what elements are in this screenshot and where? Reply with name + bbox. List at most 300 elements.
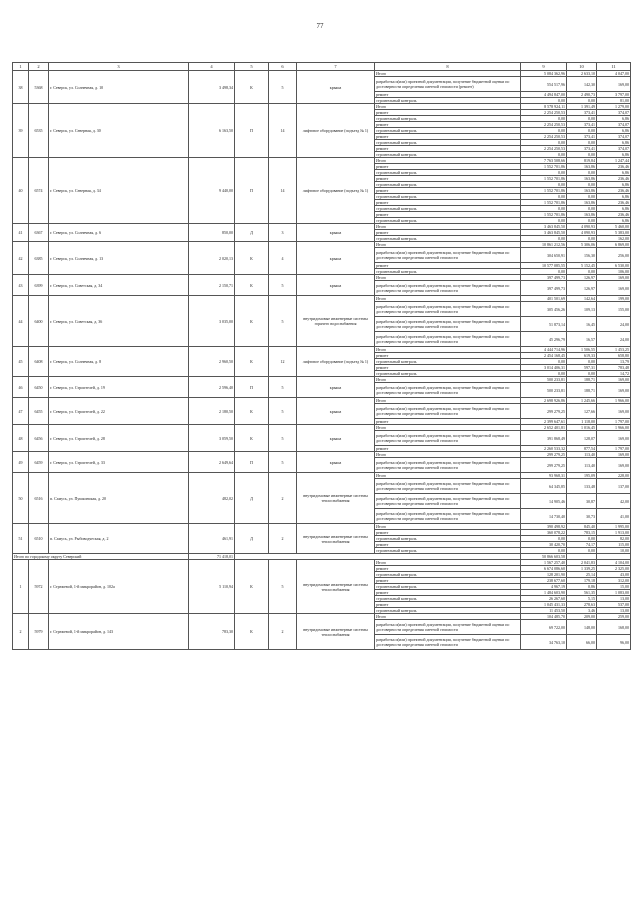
line-unit-cost: 619,33 xyxy=(567,353,597,359)
row-number: 47 xyxy=(13,398,29,425)
line-unit-cost: 25,14 xyxy=(567,572,597,578)
line-max-cost: 42,00 xyxy=(597,494,631,509)
line-description: ремонт xyxy=(375,176,521,182)
line-max-cost: 15,00 xyxy=(597,584,631,590)
line-description: Итого xyxy=(375,71,521,77)
house-area: 2 960,50 xyxy=(189,347,235,377)
house-area: 2 649,64 xyxy=(189,452,235,473)
line-cost: 299 279,25 xyxy=(521,458,567,473)
row-number: 42 xyxy=(13,242,29,275)
floor-count: 5 xyxy=(269,452,297,473)
line-cost: 11 453,50 xyxy=(521,608,567,614)
house-address: г. Северск, ул. Солнечная, д. 6 xyxy=(49,224,189,242)
house-code: 6408 xyxy=(29,347,49,377)
wall-material: П xyxy=(235,158,269,224)
floor-count: 5 xyxy=(269,377,297,398)
line-unit-cost: 163,86 xyxy=(567,176,597,182)
line-unit-cost: 30,87 xyxy=(567,494,597,509)
line-cost: 0,00 xyxy=(521,98,567,104)
line-cost: 299 279,25 xyxy=(521,452,567,458)
line-description: строительный контроль xyxy=(375,140,521,146)
line-description: разработка и(или) проектной документации, получение бюджетной оценки по достоверности определения сметной стоимости xyxy=(375,302,521,317)
line-max-cost: 1 966,00 xyxy=(597,398,631,404)
line-unit-cost: 179,18 xyxy=(567,578,597,584)
line-cost: 8 578 924,11 xyxy=(521,104,567,110)
house-area: 5 110,94 xyxy=(189,560,235,614)
line-description: разработка и(или) проектной документации, получение бюджетной оценки по достоверности определения сметной стоимости xyxy=(375,458,521,473)
line-description: Итого xyxy=(375,560,521,566)
row-number: 38 xyxy=(13,71,29,104)
line-max-cost: 6,86 xyxy=(597,170,631,176)
line-cost: 0,00 xyxy=(521,359,567,365)
line-description: разработка и(или) проектной документации, получение бюджетной оценки по достоверности определения сметной стоимости xyxy=(375,635,521,650)
line-unit-cost: 1 016,45 xyxy=(567,425,597,431)
line-unit-cost: 163,86 xyxy=(567,188,597,194)
line-description: Итого xyxy=(375,473,521,479)
line-max-cost: 374,07 xyxy=(597,110,631,116)
line-cost: 0,00 xyxy=(521,152,567,158)
line-unit-cost: 1 245,66 xyxy=(567,398,597,404)
wall-material: К xyxy=(235,275,269,296)
line-cost: 3 463 845,50 xyxy=(521,224,567,230)
line-description: строительный контроль xyxy=(375,608,521,614)
floor-count: 14 xyxy=(269,158,297,224)
line-description: Итого xyxy=(375,425,521,431)
line-unit-cost: 128,07 xyxy=(567,431,597,446)
line-unit-cost: 5 306,06 xyxy=(567,242,597,248)
floor-count: 5 xyxy=(269,425,297,452)
floor-count: 5 xyxy=(269,560,297,614)
line-description: ремонт xyxy=(375,122,521,128)
line-unit-cost: 0,86 xyxy=(567,584,597,590)
column-number: 8 xyxy=(375,63,521,71)
line-description: разработка и(или) проектной документации, получение бюджетной оценки по достоверности определения сметной стоимости (ремонт) xyxy=(375,77,521,92)
wall-material: К xyxy=(235,296,269,347)
house-address: г. Северск, ул. Советская, д. 36 xyxy=(49,296,189,347)
line-max-cost: 96,00 xyxy=(597,635,631,650)
row-number: 50 xyxy=(13,473,29,524)
house-area: 2 180,50 xyxy=(189,398,235,425)
line-unit-cost: 877,54 xyxy=(567,446,597,452)
line-unit-cost: 2 041,83 xyxy=(567,560,597,566)
line-description: строительный контроль xyxy=(375,152,521,158)
line-cost: 0,00 xyxy=(521,128,567,134)
line-description: ремонт xyxy=(375,590,521,596)
house-area: 2 150,71 xyxy=(189,275,235,296)
line-description: ремонт xyxy=(375,446,521,452)
wall-material: П xyxy=(235,452,269,473)
house-address: г. Северск, ул. Солнечная, д. 8 xyxy=(49,347,189,377)
line-unit-cost: 0,00 xyxy=(567,371,597,377)
wall-material: П xyxy=(235,104,269,158)
line-description: ремонт xyxy=(375,419,521,425)
work-type: крыша xyxy=(297,275,375,296)
line-description: строительный контроль xyxy=(375,269,521,275)
line-cost: 2 652 401,81 xyxy=(521,425,567,431)
line-unit-cost: 113,40 xyxy=(567,452,597,458)
line-unit-cost: 0,00 xyxy=(567,170,597,176)
wall-material: К xyxy=(235,614,269,650)
line-description: ремонт xyxy=(375,602,521,608)
line-description: Итого xyxy=(375,524,521,530)
work-type: внутридомовые инженерные системы теплоснабжения xyxy=(297,560,375,614)
row-number: 46 xyxy=(13,377,29,398)
line-max-cost: 169,00 xyxy=(597,404,631,419)
line-cost: 305 456,26 xyxy=(521,302,567,317)
line-description: разработка и(или) проектной документации, получение бюджетной оценки по достоверности определения сметной стоимости xyxy=(375,494,521,509)
floor-count: 3 xyxy=(269,224,297,242)
column-number: 10 xyxy=(567,63,597,71)
line-description: строительный контроль xyxy=(375,596,521,602)
line-max-cost: 1 966,00 xyxy=(597,425,631,431)
line-max-cost: 6,86 xyxy=(597,206,631,212)
line-max-cost: 1 995,00 xyxy=(597,524,631,530)
row-number: 43 xyxy=(13,275,29,296)
line-cost: 390 498,92 xyxy=(521,524,567,530)
line-unit-cost: 0,00 xyxy=(567,182,597,188)
line-max-cost: 24,00 xyxy=(597,332,631,347)
line-max-cost: 155,00 xyxy=(597,302,631,317)
house-area: 482,02 xyxy=(189,473,235,524)
house-code: 5979 xyxy=(29,614,49,650)
line-cost: 0,00 xyxy=(521,182,567,188)
floor-count: 14 xyxy=(269,104,297,158)
line-cost: 3 463 845,50 xyxy=(521,230,567,236)
line-max-cost: 6,86 xyxy=(597,116,631,122)
line-cost: 360 078,22 xyxy=(521,530,567,536)
line-cost: 0,00 xyxy=(521,371,567,377)
line-description: строительный контроль xyxy=(375,98,521,104)
line-description: ремонт xyxy=(375,263,521,269)
line-cost: 304 650,91 xyxy=(521,248,567,263)
line-cost: 128 201,90 xyxy=(521,572,567,578)
line-unit-cost: 0,00 xyxy=(567,194,597,200)
house-address: г. Северск, ул. Солнечная, д. 13 xyxy=(49,242,189,275)
line-max-cost: 1 913,00 xyxy=(597,530,631,536)
row-number: 45 xyxy=(13,347,29,377)
line-max-cost: 13,00 xyxy=(597,608,631,614)
line-cost: 500 233,81 xyxy=(521,383,567,398)
work-type: крыша xyxy=(297,71,375,104)
line-description: ремонт xyxy=(375,164,521,170)
line-cost: 1 552 701,86 xyxy=(521,176,567,182)
line-unit-cost: 0,00 xyxy=(567,140,597,146)
line-unit-cost: 74,17 xyxy=(567,542,597,548)
floor-count: 2 xyxy=(269,524,297,554)
house-code: 6399 xyxy=(29,275,49,296)
line-description: Итого xyxy=(375,224,521,230)
line-unit-cost: 0,00 xyxy=(567,536,597,542)
line-cost: 30 420,70 xyxy=(521,542,567,548)
row-number: 1 xyxy=(13,560,29,614)
line-max-cost: 6,86 xyxy=(597,218,631,224)
wall-material: К xyxy=(235,242,269,275)
line-description: ремонт xyxy=(375,110,521,116)
house-address: г. Северск, ул. Строителей, д. 28 xyxy=(49,425,189,452)
line-max-cost: 199,00 xyxy=(597,296,631,302)
line-cost: 0,00 xyxy=(521,116,567,122)
line-max-cost: 236,46 xyxy=(597,176,631,182)
line-description: Итого xyxy=(375,377,521,383)
line-max-cost: 1 083,00 xyxy=(597,590,631,596)
line-unit-cost: 30,73 xyxy=(567,509,597,524)
row-number: 2 xyxy=(13,614,29,650)
line-cost: 397 499,73 xyxy=(521,281,567,296)
line-cost: 7 763 508,66 xyxy=(521,158,567,164)
line-max-cost: 6,86 xyxy=(597,140,631,146)
floor-count: 12 xyxy=(269,347,297,377)
floor-count: 5 xyxy=(269,71,297,104)
line-unit-cost: 109,13 xyxy=(567,302,597,317)
line-max-cost: 14,72 xyxy=(597,371,631,377)
house-address: г. Стрежевой, 1-й микрорайон, д. 102а xyxy=(49,560,189,614)
line-description: разработка и(или) проектной документации, получение бюджетной оценки по достоверности определения сметной стоимости xyxy=(375,332,521,347)
line-cost: 93 968,31 xyxy=(521,473,567,479)
work-type: лифтовое оборудование (подъезд № 1) xyxy=(297,347,375,377)
line-max-cost: 24,00 xyxy=(597,317,631,332)
wall-material: К xyxy=(235,347,269,377)
work-type: внутридомовые инженерные системы теплоснабжения xyxy=(297,473,375,524)
column-number: 7 xyxy=(297,63,375,71)
line-unit-cost: 0,00 xyxy=(567,206,597,212)
line-unit-cost: 1 391,49 xyxy=(567,104,597,110)
line-unit-cost: 0,00 xyxy=(567,269,597,275)
line-description: разработка и(или) проектной документации, получение бюджетной оценки по достоверности определения сметной стоимости xyxy=(375,281,521,296)
work-type: крыша xyxy=(297,452,375,473)
line-unit-cost: 1 339,25 xyxy=(567,566,597,572)
line-unit-cost: 163,86 xyxy=(567,212,597,218)
column-number: 1 xyxy=(13,63,29,71)
line-max-cost: 3 797,00 xyxy=(597,92,631,98)
line-max-cost: 6 869,00 xyxy=(597,242,631,248)
house-address: г. Северск, ул. Северная, д. 30 xyxy=(49,104,189,158)
line-description: ремонт xyxy=(375,200,521,206)
line-cost: 14 905,46 xyxy=(521,494,567,509)
line-unit-cost: 1 118,00 xyxy=(567,419,597,425)
line-description: строительный контроль xyxy=(375,170,521,176)
line-max-cost: 6,86 xyxy=(597,194,631,200)
line-unit-cost: 5 152,45 xyxy=(567,263,597,269)
line-unit-cost: 561,35 xyxy=(567,590,597,596)
line-unit-cost: 163,86 xyxy=(567,200,597,206)
line-max-cost: 658,80 xyxy=(597,353,631,359)
house-address: п. Самусь, ул. Пушкинская, д. 20 xyxy=(49,473,189,524)
line-description: строительный контроль xyxy=(375,236,521,242)
line-unit-cost: 16,57 xyxy=(567,332,597,347)
row-number: 40 xyxy=(13,158,29,224)
line-cost: 64 345,85 xyxy=(521,479,567,494)
house-area: 461,91 xyxy=(189,524,235,554)
line-max-cost: 1 797,00 xyxy=(597,419,631,425)
district-total-cost: 50 866 603,58 xyxy=(521,554,567,560)
wall-material: П xyxy=(235,377,269,398)
line-max-cost: 6,86 xyxy=(597,128,631,134)
line-cost: 0,00 xyxy=(521,140,567,146)
line-description: строительный контроль xyxy=(375,128,521,134)
line-unit-cost: 156,30 xyxy=(567,248,597,263)
line-unit-cost: 3,46 xyxy=(567,608,597,614)
line-max-cost: 169,00 xyxy=(597,377,631,383)
work-type: лифтовое оборудование (подъезд № 1) xyxy=(297,104,375,158)
line-unit-cost: 0,00 xyxy=(567,548,597,554)
column-number: 3 xyxy=(49,63,189,71)
line-unit-cost: 0,00 xyxy=(567,236,597,242)
line-max-cost: 236,46 xyxy=(597,212,631,218)
line-description: Итого xyxy=(375,104,521,110)
line-cost: 401 501,69 xyxy=(521,296,567,302)
line-cost: 1 567 257,40 xyxy=(521,560,567,566)
line-unit-cost: 1 506,55 xyxy=(567,347,597,353)
line-cost: 3 014 406,31 xyxy=(521,365,567,371)
line-unit-cost: 163,86 xyxy=(567,164,597,170)
line-cost: 4 494 847,00 xyxy=(521,92,567,98)
wall-material: К xyxy=(235,71,269,104)
line-description: ремонт xyxy=(375,188,521,194)
line-cost: 0,00 xyxy=(521,170,567,176)
line-description: разработка и(или) проектной документации, получение бюджетной оценки по достоверности определения сметной стоимости xyxy=(375,248,521,263)
line-description: строительный контроль xyxy=(375,572,521,578)
line-cost: 0,00 xyxy=(521,536,567,542)
house-code: 6385 xyxy=(29,242,49,275)
line-unit-cost: 126,97 xyxy=(567,281,597,296)
line-unit-cost: 195,09 xyxy=(567,473,597,479)
line-cost: 34 763,10 xyxy=(521,635,567,650)
line-cost: 2 698 926,86 xyxy=(521,398,567,404)
line-cost: 1 484 603,90 xyxy=(521,590,567,596)
work-type: внутридомовые инженерные системы горячего водоснабжения xyxy=(297,296,375,347)
line-unit-cost: 373,41 xyxy=(567,134,597,140)
line-max-cost: 115,00 xyxy=(597,542,631,548)
line-cost: 2 254 250,53 xyxy=(521,122,567,128)
work-type: внутридомовые инженерные системы теплоснабжения xyxy=(297,524,375,554)
line-cost: 51 873,14 xyxy=(521,317,567,332)
line-cost: 500 233,81 xyxy=(521,377,567,383)
line-max-cost: 374,07 xyxy=(597,134,631,140)
house-area: 3 059,50 xyxy=(189,425,235,452)
wall-material: Д xyxy=(235,224,269,242)
line-unit-cost: 0,00 xyxy=(567,152,597,158)
line-description: разработка и(или) проектной документации, получение бюджетной оценки по достоверности определения сметной стоимости xyxy=(375,509,521,524)
line-max-cost: 1 797,00 xyxy=(597,446,631,452)
house-code: 6455 xyxy=(29,398,49,425)
line-max-cost: 106,00 xyxy=(597,269,631,275)
line-max-cost: 137,00 xyxy=(597,479,631,494)
house-code: 5972 xyxy=(29,560,49,614)
line-unit-cost: 845,40 xyxy=(567,524,597,530)
line-description: Итого xyxy=(375,158,521,164)
line-unit-cost: 127,66 xyxy=(567,404,597,419)
house-code: 6510 xyxy=(29,524,49,554)
line-max-cost: 537,00 xyxy=(597,602,631,608)
line-unit-cost: 113,40 xyxy=(567,458,597,473)
line-cost: 1 552 701,86 xyxy=(521,200,567,206)
house-address: г. Северск, ул. Строителей, д. 19 xyxy=(49,377,189,398)
line-cost: 2 254 250,53 xyxy=(521,146,567,152)
line-max-cost: 4 047,00 xyxy=(597,71,631,77)
line-description: ремонт xyxy=(375,542,521,548)
line-max-cost: 162,00 xyxy=(597,236,631,242)
line-cost: 2 254 250,53 xyxy=(521,134,567,140)
line-max-cost: 168,00 xyxy=(597,620,631,635)
row-number: 51 xyxy=(13,524,29,554)
house-address: п. Самусь, ул. Рыбоводческая, д. 2 xyxy=(49,524,189,554)
line-description: разработка и(или) проектной документации, получение бюджетной оценки по достоверности определения сметной стоимости xyxy=(375,431,521,446)
line-description: Итого xyxy=(375,614,521,620)
line-cost: 104 485,70 xyxy=(521,614,567,620)
floor-count: 5 xyxy=(269,296,297,347)
house-address: г. Северск, ул. Солнечная, д. 10 xyxy=(49,71,189,104)
line-description: Итого xyxy=(375,398,521,404)
line-cost: 391 868,49 xyxy=(521,431,567,446)
line-cost: 4 967,19 xyxy=(521,584,567,590)
line-max-cost: 6,86 xyxy=(597,152,631,158)
line-cost: 10 577 085,55 xyxy=(521,263,567,269)
line-unit-cost: 0,00 xyxy=(567,218,597,224)
district-total-label: Итого по городскому округу Северский xyxy=(13,554,189,560)
work-type: крыша xyxy=(297,242,375,275)
line-cost: 4 444 714,96 xyxy=(521,347,567,353)
line-unit-cost: 2 633,10 xyxy=(567,71,597,77)
work-type: крыша xyxy=(297,377,375,398)
column-number: 9 xyxy=(521,63,567,71)
line-max-cost: 374,07 xyxy=(597,122,631,128)
house-area: 9 440,00 xyxy=(189,158,235,224)
wall-material: К xyxy=(235,560,269,614)
line-description: ремонт xyxy=(375,353,521,359)
line-description: ремонт xyxy=(375,134,521,140)
line-cost: 554 517,96 xyxy=(521,77,567,92)
line-unit-cost: 373,41 xyxy=(567,122,597,128)
district-total-area: 71 418,01 xyxy=(189,554,235,560)
line-cost: 14 730,40 xyxy=(521,509,567,524)
line-max-cost: 169,00 xyxy=(597,452,631,458)
line-description: разработка и(или) проектной документации, получение бюджетной оценки по достоверности определения сметной стоимости xyxy=(375,404,521,419)
line-max-cost: 13,79 xyxy=(597,359,631,365)
line-max-cost: 10,00 xyxy=(597,548,631,554)
row-number: 39 xyxy=(13,104,29,158)
row-number: 41 xyxy=(13,224,29,242)
line-max-cost: 43,00 xyxy=(597,572,631,578)
line-unit-cost: 5,15 xyxy=(567,596,597,602)
column-number: 5 xyxy=(235,63,269,71)
line-description: ремонт xyxy=(375,230,521,236)
line-description: ремонт xyxy=(375,578,521,584)
line-max-cost: 169,00 xyxy=(597,77,631,92)
line-description: разработка и(или) проектной документации, получение бюджетной оценки по достоверности определения сметной стоимости xyxy=(375,383,521,398)
line-unit-cost: 4 090,93 xyxy=(567,230,597,236)
house-address: г. Стрежевой, 1-й микрорайон, д. 143 xyxy=(49,614,189,650)
row-number: 44 xyxy=(13,296,29,347)
line-description: строительный контроль xyxy=(375,536,521,542)
line-cost: 238 677,60 xyxy=(521,578,567,584)
line-max-cost: 169,00 xyxy=(597,458,631,473)
house-address: г. Северск, ул. Советская, д. 34 xyxy=(49,275,189,296)
house-code: 6456 xyxy=(29,425,49,452)
house-code: 6400 xyxy=(29,296,49,347)
line-unit-cost: 16,45 xyxy=(567,317,597,332)
house-code: 6574 xyxy=(29,158,49,224)
work-type: внутридомовые инженерные системы теплоснабжения xyxy=(297,614,375,650)
line-unit-cost: 133,48 xyxy=(567,479,597,494)
line-cost: 1 552 701,86 xyxy=(521,164,567,170)
floor-count: 5 xyxy=(269,275,297,296)
column-number: 6 xyxy=(269,63,297,71)
work-type: крыша xyxy=(297,425,375,452)
line-max-cost: 1 279,00 xyxy=(597,104,631,110)
house-code: 6367 xyxy=(29,224,49,242)
line-cost: 1 552 701,86 xyxy=(521,212,567,218)
line-unit-cost: 142,30 xyxy=(567,77,597,92)
